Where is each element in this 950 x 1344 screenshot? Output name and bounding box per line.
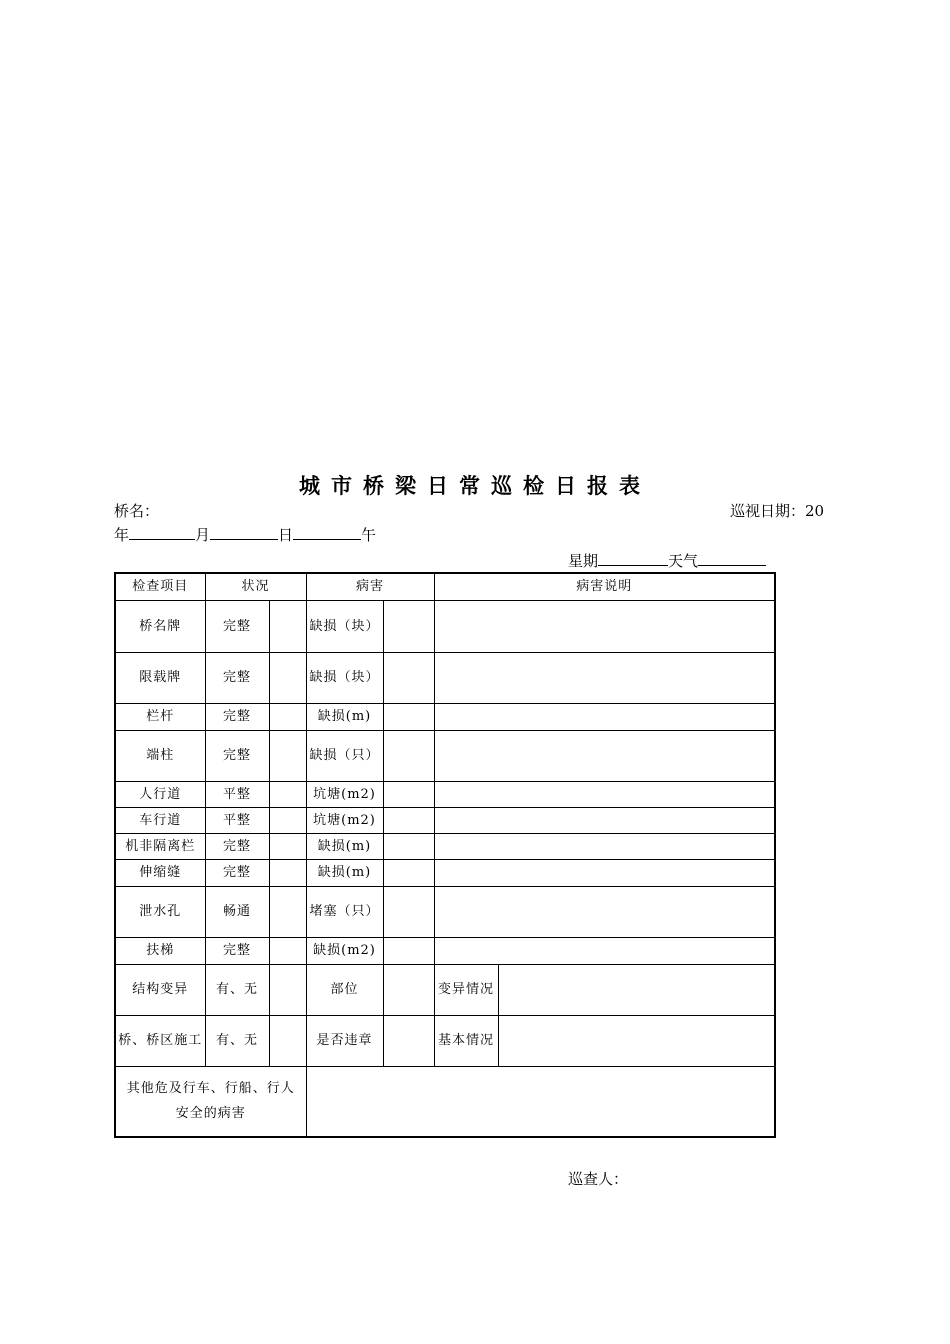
row-status: 完整 bbox=[205, 859, 269, 886]
row-defect: 缺损（块） bbox=[306, 652, 383, 703]
status-check-cell[interactable] bbox=[269, 781, 306, 807]
other-hazards-cell[interactable] bbox=[306, 1066, 775, 1137]
day-blank[interactable] bbox=[210, 525, 278, 540]
table-row bbox=[115, 652, 775, 703]
other-hazards-row bbox=[115, 1066, 775, 1137]
row-item: 桥、桥区施工 bbox=[115, 1015, 205, 1066]
row-status: 完整 bbox=[205, 600, 269, 652]
row-defect: 缺损（只） bbox=[306, 730, 383, 781]
table-row bbox=[115, 859, 775, 886]
status-check-cell[interactable] bbox=[269, 886, 306, 937]
row-defect: 坑塘(m2) bbox=[306, 807, 383, 833]
row-item: 车行道 bbox=[115, 807, 205, 833]
description-cell[interactable] bbox=[434, 807, 775, 833]
violation-cell[interactable] bbox=[383, 1015, 434, 1066]
row-status: 完整 bbox=[205, 937, 269, 964]
row-defect: 缺损（块） bbox=[306, 600, 383, 652]
basic-info-label: 基本情况 bbox=[434, 1015, 498, 1066]
defect-count-cell[interactable] bbox=[383, 833, 434, 859]
table-row bbox=[115, 703, 775, 730]
status-check-cell[interactable] bbox=[269, 600, 306, 652]
inspector-label: 巡查人： bbox=[568, 1170, 629, 1188]
table-row bbox=[115, 781, 775, 807]
header-defect: 病害 bbox=[306, 573, 434, 600]
week-blank[interactable] bbox=[598, 551, 668, 566]
inspection-date-label: 巡视日期：20 bbox=[730, 502, 825, 520]
row-status: 平整 bbox=[205, 807, 269, 833]
row-item: 端柱 bbox=[115, 730, 205, 781]
page-title: 城市桥梁日常巡检日报表 bbox=[299, 474, 651, 498]
row-status: 平整 bbox=[205, 781, 269, 807]
row-status: 完整 bbox=[205, 703, 269, 730]
header-status: 状况 bbox=[205, 573, 306, 600]
status-check-cell[interactable] bbox=[269, 730, 306, 781]
basic-info-description-cell[interactable] bbox=[498, 1015, 775, 1066]
status-check-cell[interactable] bbox=[269, 964, 306, 1015]
description-cell[interactable] bbox=[434, 703, 775, 730]
status-check-cell[interactable] bbox=[269, 859, 306, 886]
status-check-cell[interactable] bbox=[269, 807, 306, 833]
table-header-row bbox=[115, 573, 775, 600]
defect-count-cell[interactable] bbox=[383, 781, 434, 807]
row-item: 人行道 bbox=[115, 781, 205, 807]
description-cell[interactable] bbox=[434, 600, 775, 652]
defect-count-cell[interactable] bbox=[383, 600, 434, 652]
defect-count-cell[interactable] bbox=[383, 859, 434, 886]
row-status: 畅通 bbox=[205, 886, 269, 937]
header-item: 检查项目 bbox=[115, 573, 205, 600]
noon-unit: 午 bbox=[361, 526, 377, 544]
description-cell[interactable] bbox=[434, 859, 775, 886]
week-label: 星期 bbox=[568, 552, 599, 570]
row-defect: 堵塞（只） bbox=[306, 886, 383, 937]
row-item: 限载牌 bbox=[115, 652, 205, 703]
row-item: 泄水孔 bbox=[115, 886, 205, 937]
defect-count-cell[interactable] bbox=[383, 730, 434, 781]
status-check-cell[interactable] bbox=[269, 1015, 306, 1066]
status-check-cell[interactable] bbox=[269, 703, 306, 730]
weather-label: 天气 bbox=[668, 552, 699, 570]
description-cell[interactable] bbox=[434, 781, 775, 807]
row-defect: 坑塘(m2) bbox=[306, 781, 383, 807]
row-item: 结构变异 bbox=[115, 964, 205, 1015]
location-cell[interactable] bbox=[383, 964, 434, 1015]
row-status: 完整 bbox=[205, 833, 269, 859]
status-check-cell[interactable] bbox=[269, 833, 306, 859]
week-weather-line bbox=[568, 550, 766, 571]
status-check-cell[interactable] bbox=[269, 937, 306, 964]
year-unit: 年 bbox=[114, 526, 130, 544]
date-line bbox=[114, 524, 376, 545]
defect-count-cell[interactable] bbox=[383, 703, 434, 730]
bridge-name-label: 桥名： bbox=[114, 502, 160, 520]
row-defect: 部位 bbox=[306, 964, 383, 1015]
table-row bbox=[115, 730, 775, 781]
status-check-cell[interactable] bbox=[269, 652, 306, 703]
row-item: 伸缩缝 bbox=[115, 859, 205, 886]
row-item: 机非隔离栏 bbox=[115, 833, 205, 859]
description-cell[interactable] bbox=[434, 937, 775, 964]
defect-count-cell[interactable] bbox=[383, 652, 434, 703]
noon-blank[interactable] bbox=[293, 525, 361, 540]
row-defect: 缺损(m) bbox=[306, 703, 383, 730]
row-defect: 缺损(m2) bbox=[306, 937, 383, 964]
row-status: 有、无 bbox=[205, 964, 269, 1015]
row-status: 完整 bbox=[205, 652, 269, 703]
defect-count-cell[interactable] bbox=[383, 807, 434, 833]
month-blank[interactable] bbox=[129, 525, 195, 540]
day-unit: 日 bbox=[278, 526, 294, 544]
table-row bbox=[115, 833, 775, 859]
row-status: 完整 bbox=[205, 730, 269, 781]
table-row bbox=[115, 886, 775, 937]
variation-label: 变异情况 bbox=[434, 964, 498, 1015]
row-status: 有、无 bbox=[205, 1015, 269, 1066]
row-defect: 缺损(m) bbox=[306, 833, 383, 859]
row-item: 桥名牌 bbox=[115, 600, 205, 652]
header-description: 病害说明 bbox=[434, 573, 775, 600]
table-row bbox=[115, 807, 775, 833]
description-cell[interactable] bbox=[434, 886, 775, 937]
structure-row bbox=[115, 964, 775, 1015]
other-hazards-label: 其他危及行车、行船、行人安全的病害 bbox=[115, 1066, 306, 1137]
defect-count-cell[interactable] bbox=[383, 937, 434, 964]
table-row bbox=[115, 937, 775, 964]
row-item: 栏杆 bbox=[115, 703, 205, 730]
description-cell[interactable] bbox=[434, 730, 775, 781]
defect-count-cell[interactable] bbox=[383, 886, 434, 937]
variation-description-cell[interactable] bbox=[498, 964, 775, 1015]
table-row bbox=[115, 600, 775, 652]
row-defect: 缺损(m) bbox=[306, 859, 383, 886]
row-item: 扶梯 bbox=[115, 937, 205, 964]
row-defect: 是否违章 bbox=[306, 1015, 383, 1066]
month-unit: 月 bbox=[195, 526, 211, 544]
inspection-table bbox=[114, 572, 776, 1138]
construction-row bbox=[115, 1015, 775, 1066]
description-cell[interactable] bbox=[434, 652, 775, 703]
description-cell[interactable] bbox=[434, 833, 775, 859]
weather-blank[interactable] bbox=[698, 551, 766, 566]
